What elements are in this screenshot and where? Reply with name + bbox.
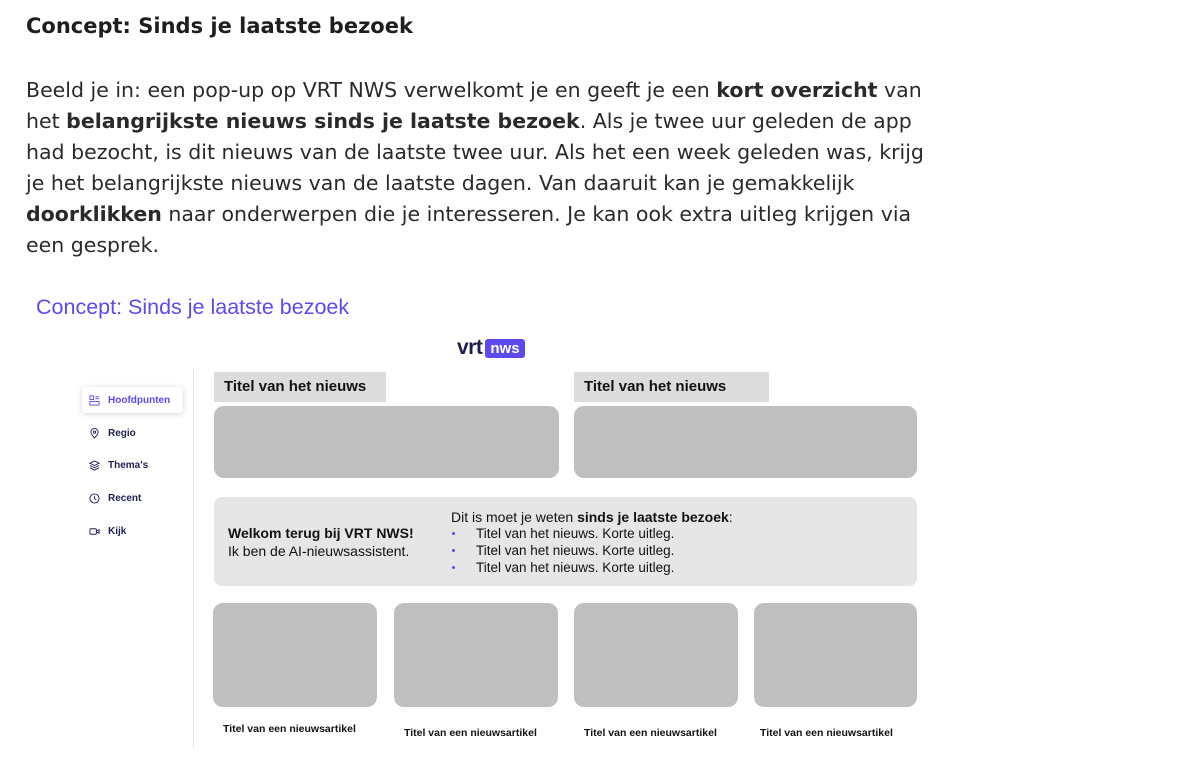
- news-image-placeholder[interactable]: [574, 406, 917, 478]
- article-title[interactable]: Titel van een nieuwsartikel: [404, 727, 537, 739]
- sidebar-item-kijk[interactable]: [82, 518, 183, 544]
- news-title[interactable]: Titel van het nieuws: [574, 372, 769, 402]
- sidebar-item-label: Thema's: [108, 459, 149, 471]
- logo-nws: nws: [485, 339, 524, 358]
- assistant-welcome: Welkom terug bij VRT NWS!: [228, 525, 414, 541]
- list-item[interactable]: Titel van het nieuws. Korte uitleg.: [451, 542, 674, 559]
- sidebar-item-label: Recent: [108, 492, 142, 504]
- sidebar-item-label: Kijk: [108, 525, 127, 537]
- sidebar-item-label: Hoofdpunten: [108, 394, 171, 406]
- article-title[interactable]: Titel van een nieuwsartikel: [223, 723, 356, 735]
- news-image-placeholder[interactable]: [214, 406, 559, 478]
- layers-icon: [89, 460, 100, 471]
- news-title[interactable]: Titel van het nieuws: [214, 372, 386, 402]
- clock-icon: [89, 493, 100, 504]
- location-pin-icon: [89, 428, 100, 439]
- sidebar-item-label: Regio: [108, 427, 136, 439]
- sidebar-item-regio[interactable]: [82, 420, 183, 446]
- sidebar-divider: [193, 370, 194, 748]
- page-heading: Concept: Sinds je laatste bezoek: [26, 14, 413, 38]
- article-image-placeholder[interactable]: [213, 603, 377, 707]
- article-image-placeholder[interactable]: [754, 603, 917, 707]
- assistant-summary-list: [451, 525, 674, 576]
- assistant-intro: Ik ben de AI-nieuwsassistent.: [228, 543, 410, 559]
- concept-title: Concept: Sinds je laatste bezoek: [36, 295, 350, 319]
- ai-assistant-popup[interactable]: [214, 497, 917, 586]
- article-image-placeholder[interactable]: [394, 603, 558, 707]
- article-title[interactable]: Titel van een nieuwsartikel: [760, 727, 893, 739]
- grid-news-icon: [89, 395, 100, 406]
- sidebar-item-themas[interactable]: [82, 452, 183, 478]
- vrt-nws-logo[interactable]: [457, 337, 525, 359]
- logo-vrt: vrt: [457, 336, 483, 359]
- sidebar-item-recent[interactable]: [82, 485, 183, 511]
- assistant-summary-heading: Dit is moet je weten sinds je laatste bezoek:: [451, 509, 733, 525]
- sidebar-item-hoofdpunten[interactable]: [82, 387, 183, 413]
- article-title[interactable]: Titel van een nieuwsartikel: [584, 727, 717, 739]
- list-item[interactable]: Titel van het nieuws. Korte uitleg.: [451, 525, 674, 542]
- article-image-placeholder[interactable]: [574, 603, 738, 707]
- intro-paragraph: Beeld je in: een pop-up op VRT NWS verwelkomt je en geeft je een kort overzicht van het belangrijkste nieuws sinds je laatste bezoek. Als je twee uur geleden de app had bezocht, is dit nieuws van de laatste twee uur. Als het een week geleden was, krijg je het belangrijkste nieuws van de laatste dagen. Van daaruit kan je gemakkelijk doorklikken naar onderwerpen die je interesseren. Je kan ook extra uitleg krijgen via een gesprek.: [26, 78, 924, 257]
- video-icon: [89, 526, 100, 537]
- list-item[interactable]: Titel van het nieuws. Korte uitleg.: [451, 559, 674, 576]
